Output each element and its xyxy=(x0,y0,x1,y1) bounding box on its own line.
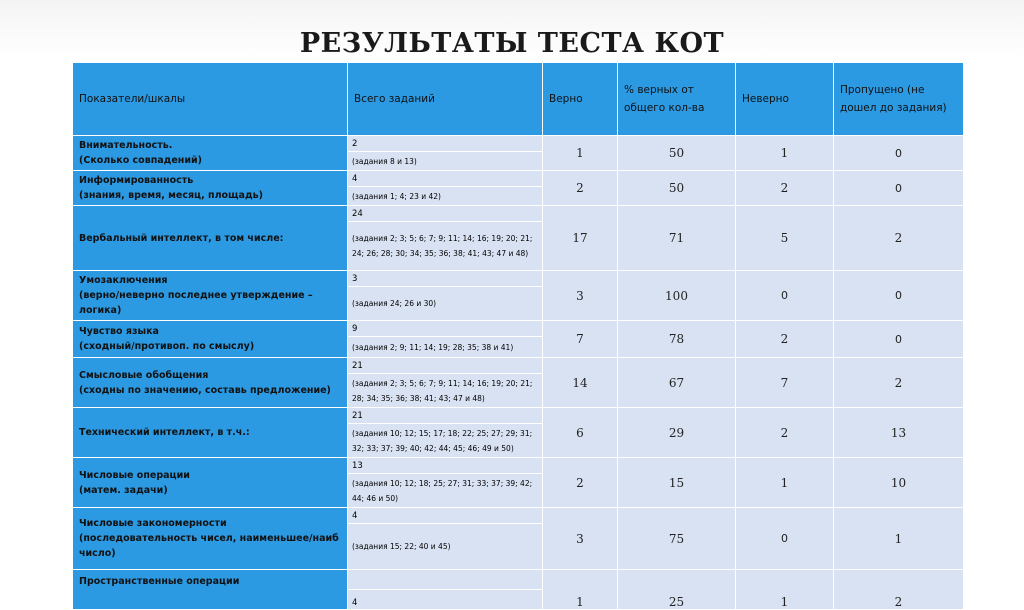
percent-value: 50 xyxy=(618,171,736,206)
table-row xyxy=(73,206,964,222)
indicator-name: Вербальный интеллект, в том числе: xyxy=(79,232,284,244)
percent-value: 78 xyxy=(618,321,736,358)
wrong-value: 0 xyxy=(736,271,834,321)
indicator-cell xyxy=(73,136,348,171)
correct-value: 7 xyxy=(543,321,618,358)
total-count: 3 xyxy=(348,271,543,287)
task-list: (задания 15; 22; 40 и 45) xyxy=(348,524,543,570)
indicator-cell xyxy=(73,206,348,271)
correct-value: 6 xyxy=(543,408,618,458)
indicator-name: Информированность xyxy=(79,175,194,186)
task-list: (задания 10; 12; 15; 17; 18; 22; 25; 27; 29; 31; 32; 33; 37; 39; 40; 42; 44; 45; 46; 49 и 50) xyxy=(348,424,543,458)
task-list: (задания 2; 9; 11; 14; 19; 28; 35; 38 и 41) xyxy=(348,337,543,358)
indicator-name: Технический интеллект, в т.ч.: xyxy=(79,427,250,438)
correct-value: 14 xyxy=(543,358,618,408)
correct-value: 2 xyxy=(543,458,618,508)
total-count: 4 xyxy=(348,508,543,524)
correct-value: 3 xyxy=(543,271,618,321)
skipped-value: 10 xyxy=(834,458,964,508)
table-row xyxy=(73,570,964,590)
page-title: РЕЗУЛЬТАТЫ ТЕСТА КОТ xyxy=(299,28,725,59)
indicator-cell xyxy=(73,408,348,458)
correct-value: 17 xyxy=(543,206,618,271)
correct-value: 2 xyxy=(543,171,618,206)
table-row xyxy=(73,408,964,424)
skipped-value: 2 xyxy=(834,570,964,610)
skipped-value: 2 xyxy=(834,358,964,408)
header-skipped: Пропущено (не дошел до задания) xyxy=(834,63,964,136)
wrong-value: 1 xyxy=(736,458,834,508)
total-count: 9 xyxy=(348,321,543,337)
skipped-value: 0 xyxy=(834,171,964,206)
task-list: (задания 1; 4; 23 и 42) xyxy=(348,187,543,206)
header-wrong: Неверно xyxy=(736,63,834,136)
table-row xyxy=(73,458,964,474)
task-list: (задания 8 и 13) xyxy=(348,152,543,171)
table-row xyxy=(73,508,964,524)
header-correct: Верно xyxy=(543,63,618,136)
skipped-value: 0 xyxy=(834,271,964,321)
indicator-cell xyxy=(73,570,348,610)
skipped-value: 0 xyxy=(834,136,964,171)
wrong-value: 1 xyxy=(736,136,834,171)
total-count: 4 xyxy=(348,171,543,187)
header-percent: % верных от общего кол-ва xyxy=(618,63,736,136)
percent-value: 67 xyxy=(618,358,736,408)
total-count: 13 xyxy=(348,458,543,474)
indicator-desc: (сходны по значению, составь предложение) xyxy=(79,384,331,396)
table-row xyxy=(73,321,964,337)
percent-value: 71 xyxy=(618,206,736,271)
table-row xyxy=(73,271,964,287)
indicator-desc: (верно/неверно последнее утверждение –логика) xyxy=(79,290,313,316)
indicator-name: Внимательность. xyxy=(79,140,173,151)
indicator-cell xyxy=(73,271,348,321)
wrong-value: 7 xyxy=(736,358,834,408)
task-list: (задания 2; 3; 5; 6; 7; 9; 11; 14; 16; 19; 20; 21; 24; 26; 28; 30; 34; 35; 36; 38; 41; 43; 47 и 48) xyxy=(348,222,543,271)
table-header-row xyxy=(73,63,964,136)
table-row xyxy=(73,136,964,152)
indicator-cell xyxy=(73,508,348,570)
indicator-name: Числовые операции xyxy=(79,469,190,481)
percent-value: 25 xyxy=(618,570,736,610)
indicator-cell xyxy=(73,321,348,358)
indicator-name: Чувство языка xyxy=(79,326,159,337)
indicator-desc: (сходный/противоп. по смыслу) xyxy=(79,341,255,352)
skipped-value: 1 xyxy=(834,508,964,570)
indicator-desc: (знания, время, месяц, площадь) xyxy=(79,190,263,201)
wrong-value: 2 xyxy=(736,408,834,458)
percent-value: 50 xyxy=(618,136,736,171)
percent-value: 100 xyxy=(618,271,736,321)
header-indicator: Показатели/шкалы xyxy=(73,63,348,136)
skipped-value: 2 xyxy=(834,206,964,271)
wrong-value: 1 xyxy=(736,570,834,610)
total-count: 2 xyxy=(348,136,543,152)
correct-value: 1 xyxy=(543,570,618,610)
wrong-value: 5 xyxy=(736,206,834,271)
total-count: 4 xyxy=(348,590,543,610)
wrong-value: 2 xyxy=(736,171,834,206)
task-list: (задания 2; 3; 5; 6; 7; 9; 11; 14; 16; 19; 20; 21; 28; 34; 35; 36; 38; 41; 43; 47 и 48) xyxy=(348,374,543,408)
total-count: 21 xyxy=(348,408,543,424)
skipped-value: 13 xyxy=(834,408,964,458)
indicator-name: Умозаключения xyxy=(79,275,168,286)
total-count xyxy=(348,570,543,590)
results-table xyxy=(72,62,964,610)
task-list: (задания 10; 12; 18; 25; 27; 31; 33; 37; 39; 42; 44; 46 и 50) xyxy=(348,474,543,508)
percent-value: 15 xyxy=(618,458,736,508)
indicator-name: Пространственные операции xyxy=(79,576,240,587)
indicator-cell xyxy=(73,358,348,408)
table-row xyxy=(73,171,964,187)
indicator-desc: (Сколько совпадений) xyxy=(79,155,203,166)
indicator-cell xyxy=(73,171,348,206)
table-row xyxy=(73,358,964,374)
wrong-value: 0 xyxy=(736,508,834,570)
task-list: (задания 24; 26 и 30) xyxy=(348,287,543,321)
wrong-value: 2 xyxy=(736,321,834,358)
indicator-name: Смысловые обобщения xyxy=(79,369,209,381)
indicator-desc: (матем. задачи) xyxy=(79,484,168,496)
total-count: 21 xyxy=(348,358,543,374)
total-count: 24 xyxy=(348,206,543,222)
percent-value: 75 xyxy=(618,508,736,570)
indicator-cell xyxy=(73,458,348,508)
correct-value: 1 xyxy=(543,136,618,171)
indicator-desc: (последовательность чисел, наименьшее/наиб число) xyxy=(79,533,339,559)
skipped-value: 0 xyxy=(834,321,964,358)
indicator-name: Числовые закономерности xyxy=(79,518,227,529)
percent-value: 29 xyxy=(618,408,736,458)
header-total: Всего заданий xyxy=(348,63,543,136)
correct-value: 3 xyxy=(543,508,618,570)
